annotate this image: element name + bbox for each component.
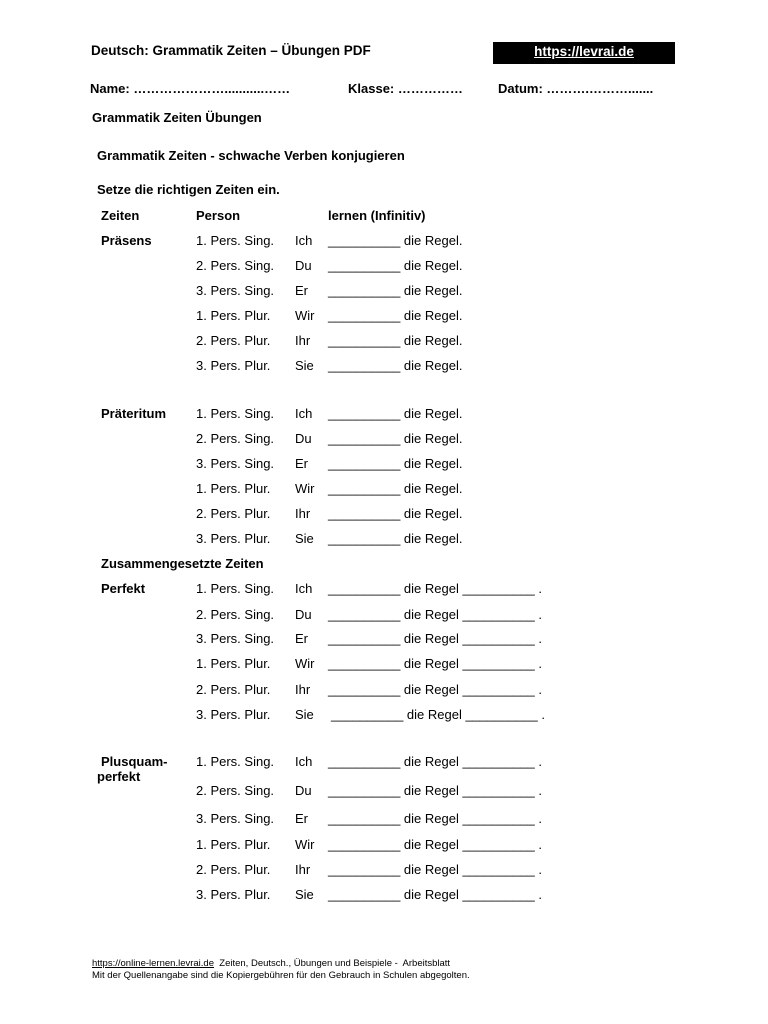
row-blank[interactable]: __________ die Regel. bbox=[328, 456, 463, 471]
row-person: 1. Pers. Sing. bbox=[196, 233, 275, 248]
row-blank[interactable]: __________ die Regel __________ . bbox=[328, 783, 542, 798]
document-title: Deutsch: Grammatik Zeiten – Übungen PDF bbox=[91, 43, 371, 58]
row-pronoun: Ihr bbox=[295, 862, 311, 877]
row-pronoun: Ihr bbox=[295, 682, 311, 697]
row-pronoun: Wir bbox=[295, 656, 315, 671]
footer-line-1-text: Zeiten, Deutsch., Übungen und Beispiele - Arbeitsblatt bbox=[214, 958, 451, 969]
brand-link[interactable]: https://levrai.de bbox=[493, 42, 675, 64]
col-header-zeiten: Zeiten bbox=[101, 208, 140, 223]
row-pronoun: Ihr bbox=[295, 506, 311, 521]
row-person: 3. Pers. Plur. bbox=[196, 887, 271, 902]
name-field-label: Name: …………………...........…… bbox=[90, 81, 291, 96]
col-header-person: Person bbox=[196, 208, 241, 223]
row-person: 3. Pers. Sing. bbox=[196, 456, 275, 471]
row-blank[interactable]: __________ die Regel __________ . bbox=[328, 656, 542, 671]
row-person: 3. Pers. Sing. bbox=[196, 283, 275, 298]
tense-label-praesens: Präsens bbox=[101, 233, 152, 248]
row-person: 1. Pers. Sing. bbox=[196, 754, 275, 769]
row-blank[interactable]: __________ die Regel. bbox=[328, 358, 463, 373]
row-blank[interactable]: __________ die Regel. bbox=[328, 406, 463, 421]
row-pronoun: Du bbox=[295, 783, 312, 798]
footer-line-1 bbox=[92, 958, 450, 970]
row-pronoun: Er bbox=[295, 811, 308, 826]
row-blank[interactable]: __________ die Regel. bbox=[328, 481, 463, 496]
row-person: 2. Pers. Plur. bbox=[196, 333, 271, 348]
row-pronoun: Ich bbox=[295, 406, 313, 421]
row-blank[interactable]: __________ die Regel __________ . bbox=[328, 811, 542, 826]
row-pronoun: Du bbox=[295, 607, 312, 622]
row-blank[interactable]: __________ die Regel. bbox=[328, 283, 463, 298]
row-blank[interactable]: __________ die Regel. bbox=[328, 431, 463, 446]
row-person: 2. Pers. Plur. bbox=[196, 506, 271, 521]
row-blank[interactable]: __________ die Regel. bbox=[328, 258, 463, 273]
section-heading: Grammatik Zeiten Übungen bbox=[92, 110, 262, 125]
row-pronoun: Er bbox=[295, 283, 308, 298]
row-pronoun: Wir bbox=[295, 308, 315, 323]
row-person: 2. Pers. Sing. bbox=[196, 783, 275, 798]
row-pronoun: Er bbox=[295, 456, 308, 471]
row-pronoun: Er bbox=[295, 631, 308, 646]
row-pronoun: Sie bbox=[295, 887, 314, 902]
row-blank[interactable]: __________ die Regel. bbox=[328, 506, 463, 521]
row-pronoun: Du bbox=[295, 258, 312, 273]
col-header-verb: lernen (Infinitiv) bbox=[328, 208, 426, 223]
row-blank[interactable]: __________ die Regel __________ . bbox=[328, 887, 542, 902]
row-person: 3. Pers. Plur. bbox=[196, 531, 271, 546]
tense-label-zusammengesetzt: Zusammengesetzte Zeiten bbox=[101, 556, 264, 571]
row-blank[interactable]: __________ die Regel. bbox=[328, 333, 463, 348]
row-pronoun: Sie bbox=[295, 531, 314, 546]
row-person: 2. Pers. Plur. bbox=[196, 682, 271, 697]
exercise-subtitle: Grammatik Zeiten - schwache Verben konjugieren bbox=[97, 148, 405, 163]
row-person: 1. Pers. Sing. bbox=[196, 581, 275, 596]
row-blank[interactable]: __________ die Regel __________ . bbox=[331, 707, 545, 722]
row-person: 2. Pers. Sing. bbox=[196, 607, 275, 622]
row-blank[interactable]: __________ die Regel __________ . bbox=[328, 837, 542, 852]
row-pronoun: Du bbox=[295, 431, 312, 446]
row-blank[interactable]: __________ die Regel __________ . bbox=[328, 862, 542, 877]
row-person: 1. Pers. Plur. bbox=[196, 481, 271, 496]
tense-label-praeteritum: Präteritum bbox=[101, 406, 167, 421]
row-person: 3. Pers. Plur. bbox=[196, 358, 271, 373]
row-blank[interactable]: __________ die Regel __________ . bbox=[328, 682, 542, 697]
row-blank[interactable]: __________ die Regel __________ . bbox=[328, 607, 542, 622]
klasse-field-label: Klasse: …………… bbox=[348, 81, 463, 96]
footer-link[interactable]: https://online-lernen.levrai.de bbox=[92, 958, 214, 969]
row-person: 3. Pers. Sing. bbox=[196, 811, 275, 826]
datum-field-label: Datum: ……….………....... bbox=[498, 81, 654, 96]
row-pronoun: Ich bbox=[295, 754, 313, 769]
row-person: 3. Pers. Sing. bbox=[196, 631, 275, 646]
row-person: 1. Pers. Plur. bbox=[196, 656, 271, 671]
row-person: 1. Pers. Plur. bbox=[196, 837, 271, 852]
row-pronoun: Sie bbox=[295, 358, 314, 373]
exercise-instruction: Setze die richtigen Zeiten ein. bbox=[97, 182, 280, 197]
row-pronoun: Ich bbox=[295, 233, 313, 248]
row-person: 3. Pers. Plur. bbox=[196, 707, 271, 722]
row-person: 2. Pers. Sing. bbox=[196, 258, 275, 273]
row-person: 2. Pers. Sing. bbox=[196, 431, 275, 446]
row-person: 1. Pers. Plur. bbox=[196, 308, 271, 323]
row-blank[interactable]: __________ die Regel. bbox=[328, 233, 463, 248]
footer-line-2: Mit der Quellenangabe sind die Kopiergebühren für den Gebrauch in Schulen abgegolten. bbox=[92, 970, 470, 981]
row-pronoun: Wir bbox=[295, 837, 315, 852]
tense-label-plusquamperfekt-2: perfekt bbox=[97, 769, 141, 784]
row-pronoun: Ihr bbox=[295, 333, 311, 348]
row-blank[interactable]: __________ die Regel __________ . bbox=[328, 581, 542, 596]
row-blank[interactable]: __________ die Regel. bbox=[328, 531, 463, 546]
row-blank[interactable]: __________ die Regel. bbox=[328, 308, 463, 323]
row-pronoun: Sie bbox=[295, 707, 314, 722]
row-pronoun: Ich bbox=[295, 581, 313, 596]
row-pronoun: Wir bbox=[295, 481, 315, 496]
row-blank[interactable]: __________ die Regel __________ . bbox=[328, 754, 542, 769]
tense-label-perfekt: Perfekt bbox=[101, 581, 146, 596]
row-person: 2. Pers. Plur. bbox=[196, 862, 271, 877]
row-blank[interactable]: __________ die Regel __________ . bbox=[328, 631, 542, 646]
row-person: 1. Pers. Sing. bbox=[196, 406, 275, 421]
tense-label-plusquamperfekt-1: Plusquam- bbox=[101, 754, 168, 769]
